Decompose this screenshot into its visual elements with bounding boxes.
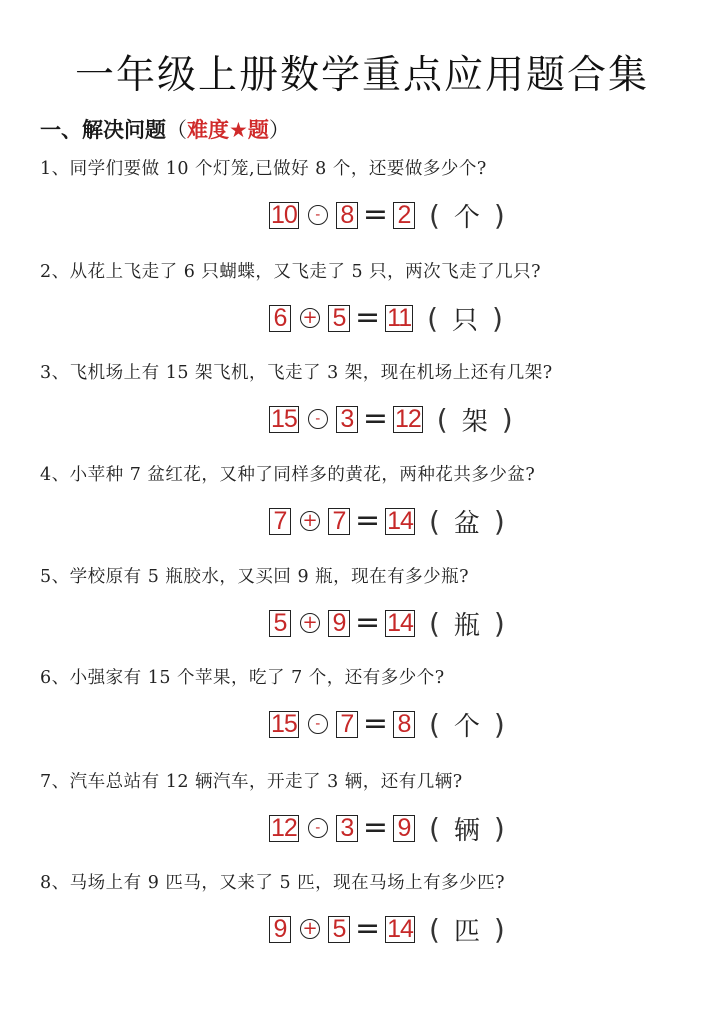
paren-open: （: [166, 118, 187, 142]
problem-item: [40, 460, 700, 539]
operand-b-box: 5: [328, 305, 350, 332]
problem-item: [40, 358, 700, 437]
paren-close: ）: [268, 118, 290, 142]
problem-item: [40, 767, 700, 846]
section-number: 一、: [40, 118, 82, 142]
equation: [269, 301, 503, 335]
plus-circle-icon: +: [300, 613, 320, 633]
operand-b-box: 8: [336, 202, 358, 229]
unit-label: ( 个 ): [428, 198, 505, 233]
unit-label: ( 匹 ): [428, 912, 505, 947]
question-text: 2、从花上飞走了 6 只蝴蝶，又飞走了 5 只，两次飞走了几只?: [40, 262, 542, 282]
minus-circle-icon: -: [308, 818, 328, 838]
operand-b-box: 5: [328, 916, 350, 943]
unit-label: ( 辆 ): [428, 811, 505, 846]
unit-label: ( 瓶 ): [428, 606, 505, 641]
operand-a-box: 15: [271, 709, 297, 738]
question-text: 5、学校原有 5 瓶胶水，又买回 9 瓶，现在有多少瓶?: [40, 567, 470, 587]
minus-circle-icon: -: [308, 714, 328, 734]
question-text: 7、汽车总站有 12 辆汽车，开走了 3 辆，还有几辆?: [40, 772, 463, 792]
operand-a-box: 9: [269, 916, 291, 943]
equals-sign: =: [362, 401, 388, 436]
plus-circle-icon: +: [300, 511, 320, 531]
operand-a-box: 7: [269, 508, 291, 535]
equals-sign: =: [355, 605, 381, 640]
operand-a-box: 15: [271, 404, 297, 433]
equation: [269, 504, 505, 538]
result-box: 8: [393, 711, 415, 738]
difficulty-label: 难度★题: [187, 118, 269, 142]
question-text: 1、同学们要做 10 个灯笼,已做好 8 个，还要做多少个?: [40, 159, 487, 179]
problem-item: [40, 663, 700, 742]
result-box: 9: [393, 815, 415, 842]
equation: [269, 912, 505, 946]
problem-item: [40, 257, 700, 336]
minus-circle-icon: -: [308, 205, 328, 225]
plus-circle-icon: +: [300, 308, 320, 328]
problem-item: [40, 154, 700, 233]
operand-a-box: 10: [271, 200, 297, 229]
operand-a-box: 5: [269, 610, 291, 637]
equation: [269, 606, 505, 640]
equals-sign: =: [355, 503, 381, 538]
result-box: 12: [394, 404, 421, 433]
equals-sign: =: [362, 197, 388, 232]
minus-circle-icon: -: [308, 409, 328, 429]
question-text: 3、飞机场上有 15 架飞机，飞走了 3 架，现在机场上还有几架?: [40, 363, 553, 383]
result-box: 2: [393, 202, 415, 229]
section-heading: [40, 114, 290, 144]
result-box: 11: [387, 303, 412, 332]
question-text: 6、小强家有 15 个苹果，吃了 7 个，还有多少个?: [40, 668, 445, 688]
equation: [269, 707, 505, 741]
question-text: 4、小苹种 7 盆红花，又种了同样多的黄花，两种花共多少盆?: [40, 465, 536, 485]
unit-label: ( 架 ): [436, 402, 513, 437]
result-box: 14: [387, 608, 413, 637]
equals-sign: =: [362, 810, 388, 845]
operand-b-box: 3: [336, 815, 358, 842]
result-box: 14: [387, 506, 413, 535]
problem-item: [40, 562, 700, 641]
page-title: 一年级上册数学重点应用题合集: [74, 53, 649, 98]
equation: [269, 811, 505, 845]
unit-label: ( 只 ): [427, 301, 503, 336]
problem-item: [40, 868, 700, 947]
section-name: 解决问题: [82, 118, 166, 142]
operand-b-box: 3: [336, 406, 358, 433]
operand-b-box: 7: [336, 711, 358, 738]
equals-sign: =: [355, 911, 381, 946]
equals-sign: =: [362, 706, 388, 741]
unit-label: ( 个 ): [428, 707, 505, 742]
result-box: 14: [387, 914, 413, 943]
equation: [269, 198, 505, 232]
operand-b-box: 7: [328, 508, 350, 535]
equals-sign: =: [355, 300, 381, 335]
question-text: 8、马场上有 9 匹马，又来了 5 匹，现在马场上有多少匹?: [40, 873, 506, 893]
plus-circle-icon: +: [300, 919, 320, 939]
unit-label: ( 盆 ): [428, 504, 505, 539]
operand-b-box: 9: [328, 610, 350, 637]
operand-a-box: 6: [269, 305, 291, 332]
equation: [269, 402, 513, 436]
operand-a-box: 12: [271, 813, 297, 842]
